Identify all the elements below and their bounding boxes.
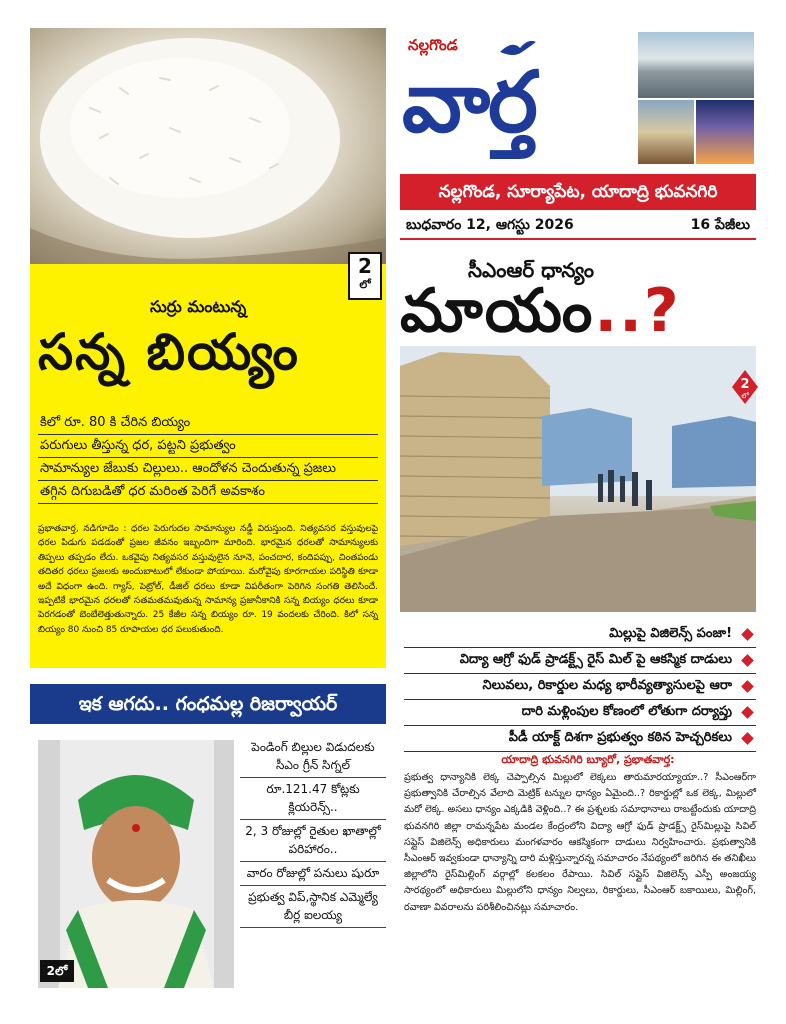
diamond-bullet-icon bbox=[741, 732, 754, 745]
main-story-kicker: సీఎంఆర్ ధాన్యం bbox=[468, 258, 595, 282]
main-page-ref-number: 2 bbox=[740, 377, 750, 392]
box-point: 2, 3 రోజుల్లో రైతుల ఖాతాల్లో పరిహారం.. bbox=[240, 820, 386, 862]
main-bullet-text: నిలువలు, రికార్డుల మధ్య భారీవ్యత్యాసులపై ఆరా bbox=[482, 678, 732, 693]
masthead-photo-temple bbox=[638, 100, 694, 164]
page-ref-suffix: లో bbox=[359, 278, 371, 291]
issue-date: బుధవారం 12, ఆగస్టు 2026 bbox=[406, 217, 574, 233]
left-story-kicker: సుర్రు మంటున్న bbox=[150, 297, 247, 316]
box-page-reference: 2లో bbox=[40, 960, 74, 982]
main-story-byline: యాదాద్రి భువనగిరి బ్యూరో, ప్రభాతవార్త: bbox=[501, 753, 675, 766]
rice-photo bbox=[30, 28, 386, 264]
box-point: పెండింగ్ బిల్లుల విడుదలకు సీఎం గ్రీన్ సిగ్నల్ bbox=[240, 736, 386, 778]
diamond-bullet-icon bbox=[741, 680, 754, 693]
masthead-districts: నల్లగొండ, సూర్యాపేట, యాదాద్రి భువనగిరి bbox=[400, 174, 756, 210]
page-ref-badge-icon bbox=[730, 368, 760, 406]
left-bullet: కిలో రూ. 80 కి చేరిన బియ్యం bbox=[38, 412, 378, 435]
box-story-points bbox=[240, 736, 386, 928]
left-bullet: పరుగులు తీస్తున్న ధర, పట్టని ప్రభుత్వం bbox=[38, 435, 378, 458]
warehouse-photo bbox=[400, 346, 756, 612]
box-point: వారం రోజుల్లో పనులు షురూ bbox=[240, 862, 386, 886]
left-bullet: సామాన్యుల జేబుకు చిల్లులు.. ఆందోళన చెందుతున్న ప్రజలు bbox=[38, 458, 378, 481]
main-page-ref-suffix: లో bbox=[741, 392, 749, 400]
left-story-bullets bbox=[38, 412, 378, 504]
left-story-body: ప్రభాతవార్త, నడిగూడెం : ధరల పెరుగుదల సామాన్యుల నడ్డీ విరుస్తుంది. నిత్యవసర వస్తువులపై ధరల పిడుగు పడడంతో ప్రజల జీవనం ఇబ్బందిగా మారింది. భారమైన ధరలతో సామాన్యులకు తిప్పలు తప్పడం లేదు. ఒకవైపు నిత్యవసర వస్తువులైన నూనె, పంచదార, కందిపప్పు, చింతపండు తదితర ధరలు ప్రజలకు అందుబాటులో లేకుండా పోయాయి. మరోవైపు కూరగాయల పరిస్థితి కూడా అదే విధంగా ఉంది. గ్యాస్, పెట్రోల్, డీజిల్ ధరలు కూడా విపరీతంగా పెరిగిన సంగతి తెలిసిందే. ఇప్పటికే భారమైన ధరలతో సతమతమవుతున్న సామాన్య ప్రజానీకానికి సన్న బియ్యం ధరలు కూడా పెరగడంతో బెంబేలెత్తుతున్నారు. 25 కేజీల సన్న బియ్యం రూ. 19 వందలకు చేరింది. కిలో సన్న బియ్యం 80 నుంచి 85 రూపాయల ధర పలుకుతుంది. bbox=[38, 524, 378, 635]
main-bullet-text: విద్యా ఆగ్రో ఫుడ్ ప్రాడక్ట్స్ రైస్ మిల్ పై ఆకస్మిక దాడులు bbox=[459, 652, 732, 667]
page-count: 16 పేజీలు bbox=[690, 217, 750, 233]
main-bullet-text: మిల్లుపై విజిలెన్స్ పంజా! bbox=[609, 626, 732, 641]
main-bullet bbox=[404, 726, 756, 752]
dateline bbox=[400, 214, 756, 240]
diamond-bullet-icon bbox=[741, 706, 754, 719]
left-bullet: తగ్గిన దిగుబడితో ధర మరింత పెరిగే అవకాశం bbox=[38, 481, 378, 504]
box-story-title: ఇక ఆగదు.. గంధమల్ల రిజర్వాయర్ bbox=[30, 684, 386, 724]
main-bullet bbox=[404, 700, 756, 726]
box-point: రూ.121.47 కోట్లకు క్లియరెన్స్.. bbox=[240, 778, 386, 820]
masthead-photo-dam bbox=[638, 32, 754, 98]
box-point: ప్రభుత్వ విప్,స్థానిక ఎమ్మెల్యే బీర్ల ఐలయ్య bbox=[240, 886, 386, 928]
masthead-subtitle: నల్లగొండ bbox=[408, 36, 458, 54]
masthead-photo-city bbox=[696, 100, 754, 164]
page-ref-number: 2 bbox=[358, 254, 372, 278]
left-story-headline: సన్న బియ్యం bbox=[38, 323, 300, 381]
main-bullet-text: దారి మళ్లింపుల కోణంలో లోతుగా దర్యాప్తు bbox=[521, 704, 732, 719]
masthead-title: వార్త bbox=[402, 53, 536, 151]
main-story-body: ప్రభుత్వ ధాన్యానికి లెక్క చెప్పాల్సిన మిల్లులో లెక్కలు తారుమారయ్యాయా..? సీఎంఆర్‌గా ప్రభుత్వానికి చేరాల్సిన వేలాది మెట్రిక్ టన్నుల ధాన్యం ఏమైంది..? రికార్డుల్లో ఒక లెక్క, మిల్లులో మరో లెక్క. అసలు ధాన్యం ఎక్కడికి వెళ్లింది..? ఈ ప్రశ్నలకు సమాధానాలు రాబట్టేందుకు యాదాద్రి భువనగిరి జిల్లా రామన్నపేట మండల కేంద్రంలోని విద్యా ఆగ్రో ఫుడ్ ప్రాడక్ట్స్ రైస్‌మిల్లుపై సివిల్ సప్లైస్ విజిలెన్స్ అధికారులు మంగళవారం ఆకస్మికంగా దాడులు నిర్వహించారు. ప్రభుత్వానికి సీఎంఆర్ ఇవ్వకుండా ధాన్యాన్ని దారి మళ్లిస్తున్నారన్న సమాచారం నేపథ్యంలో జరిగిన ఈ తనిఖీలు జిల్లాలోని రైస్‌మిల్లింగ్ వర్గాల్లో కలకలం రేపాయి. సివిల్ సప్లైస్ విజిలెన్స్ ఎస్పీ అంజయ్య సారథ్యంలో అధికారులు మిల్లులోని ధాన్యం నిల్వలు, రికార్డులు, సీఎంఆర్ బకాయిలు, మిల్లింగ్, రవాణా వివరాలను పరిశీలించినట్లు సమాచారం. bbox=[404, 772, 756, 913]
main-bullet bbox=[404, 622, 756, 648]
diamond-bullet-icon bbox=[741, 628, 754, 641]
mla-photo bbox=[38, 740, 234, 988]
main-bullet bbox=[404, 648, 756, 674]
main-headline-word: మాయం bbox=[400, 276, 595, 346]
main-story-bullets bbox=[404, 622, 756, 752]
page-reference-badge bbox=[348, 252, 382, 300]
main-story-headline bbox=[400, 276, 756, 346]
diamond-bullet-icon bbox=[741, 654, 754, 667]
main-bullet bbox=[404, 674, 756, 700]
main-bullet-text: పీడీ యాక్ట్ దిశగా ప్రభుత్వం కఠిన హెచ్చరికలు bbox=[508, 730, 732, 745]
main-headline-mark: ..? bbox=[594, 276, 681, 346]
